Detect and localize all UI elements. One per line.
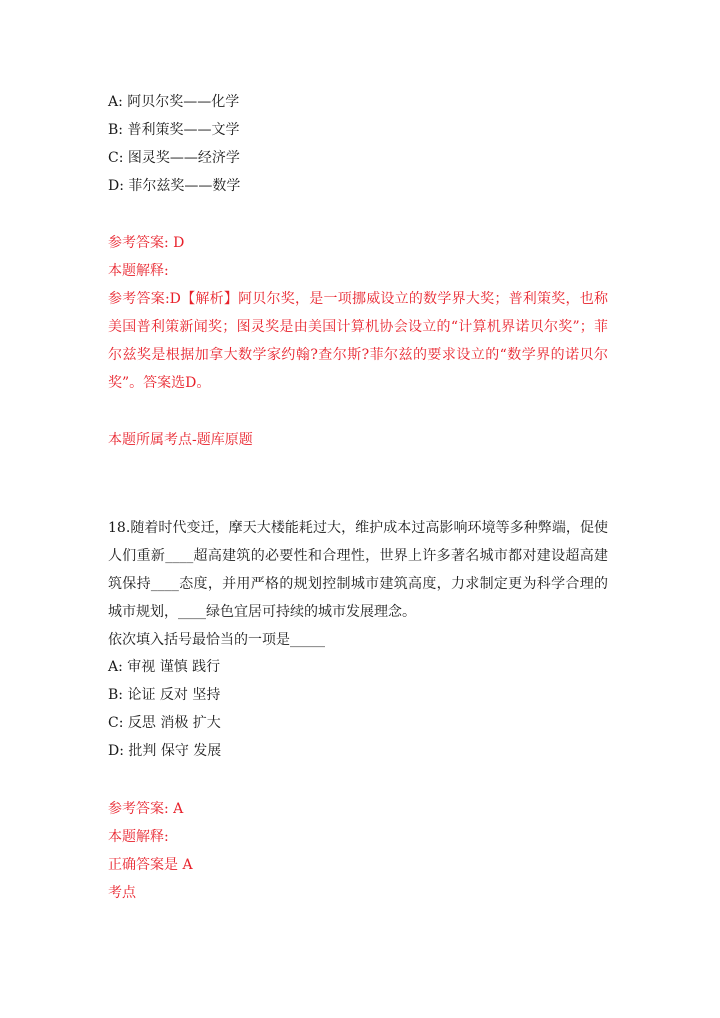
q18-option-b: B: 论证 反对 坚持 xyxy=(108,687,221,703)
q17-option-b: B: 普利策奖——文学 xyxy=(108,122,240,138)
q17-answer: 参考答案: D xyxy=(108,235,185,251)
q17-option-d: D: 菲尔兹奖——数学 xyxy=(108,178,241,194)
q17-explain-label: 本题解释: xyxy=(108,263,169,279)
q18-option-c: C: 反思 消极 扩大 xyxy=(108,715,221,731)
q18-option-a: A: 审视 谨慎 践行 xyxy=(108,659,221,675)
q18-prompt: 依次填入括号最恰当的一项是_____ xyxy=(108,632,325,648)
q18-answer: 参考答案: A xyxy=(108,801,184,817)
q17-explanation: 参考答案:D【解析】阿贝尔奖，是一项挪威设立的数学界大奖；普利策奖，也称美国普利策新闻奖；图灵奖是由美国计算机协会设立的“计算机界诺贝尔奖”；菲尔兹奖是根据加拿大数学家约翰?查尔斯?菲尔兹的要求设立的“数学界的诺贝尔奖”。答案选D。 xyxy=(108,291,608,391)
q17-option-a: A: 阿贝尔奖——化学 xyxy=(108,94,240,110)
q17-option-c: C: 图灵奖——经济学 xyxy=(108,150,240,166)
q18-option-d: D: 批判 保守 发展 xyxy=(108,743,222,759)
q18-explanation: 正确答案是 A xyxy=(108,857,193,873)
q18-stem: 18.随着时代变迁，摩天大楼能耗过大，维护成本过高影响环境等多种弊端，促使人们重新____超高建筑的必要性和合理性，世界上许多著名城市都对建设超高建筑保持____态度，并用严格的规划控制城市建筑高度，力求制定更为科学合理的城市规划，____绿色宜居可持续的城市发展理念。 xyxy=(108,520,608,620)
q18-explain-label: 本题解释: xyxy=(108,829,169,845)
q17-source: 本题所属考点-题库原题 xyxy=(108,432,253,448)
q18-topic-label: 考点 xyxy=(108,885,136,901)
